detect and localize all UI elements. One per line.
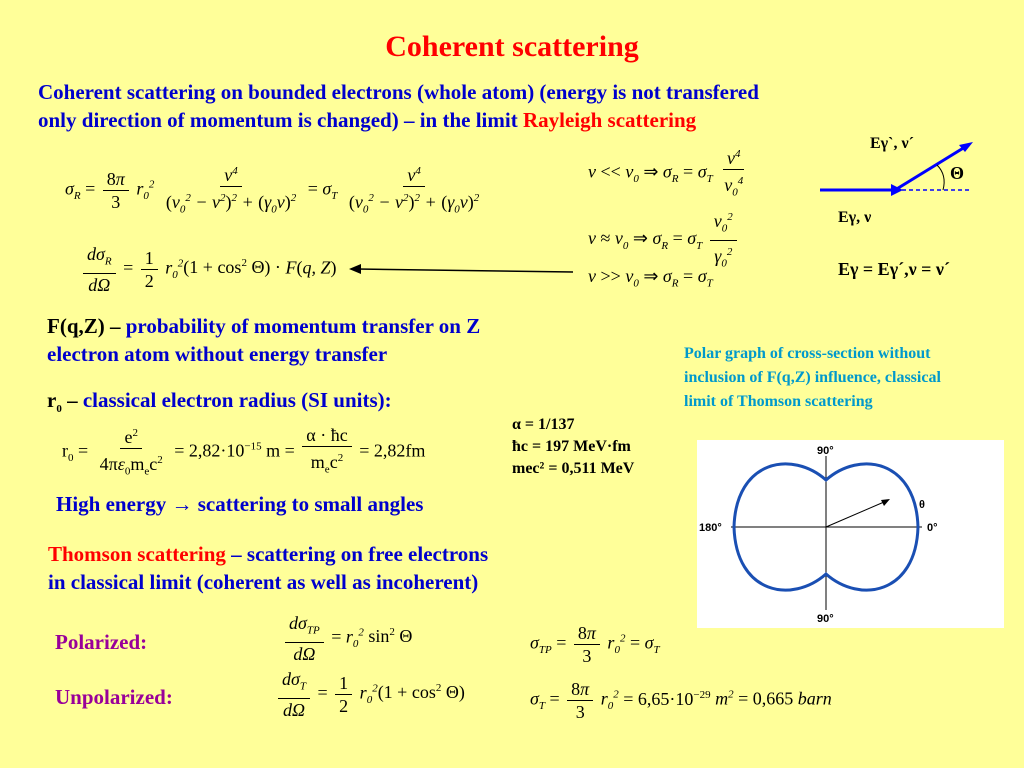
- unpolarized-label: Unpolarized:: [55, 685, 173, 709]
- thomson-line-2: in classical limit (coherent as well as incoherent): [48, 570, 479, 594]
- dsigma-r-formula: $\frac{d\sigma_R}{d\Omega}$ = $\frac{1}{2}$ $r_0^2(1 + \cos^2 \Theta) \cdot F(q$, Z): [80, 243, 336, 296]
- polar-label-right: 0°: [927, 522, 938, 534]
- alpha-constant: α = 1/137: [512, 416, 575, 433]
- fqz-line-1: F(q,Z) – probability of momentum transfer on Z: [47, 314, 481, 338]
- polar-label-top: 90°: [817, 445, 834, 457]
- intro-text: [38, 78, 759, 134]
- energy-conservation-label: Eγ = Eγ´,ν = ν´: [838, 259, 950, 279]
- polar-graph-note: Polar graph of cross-section without inclusion of F(q,Z) influence, classical limit of Thomson scattering: [684, 345, 941, 410]
- sigma-t-formula: $\sigma_T$ = $\frac{8\pi}{3}$ $r_0^2 = 6,65\cdot 10^{-29}$ $m^2 = 0,665$ barn: [530, 679, 832, 722]
- r0-definition: $r_0$ – classical electron radius (SI units):: [47, 388, 392, 416]
- intro-line-1: Coherent scattering on bounded electrons (whole atom) (energy is not transfered: [38, 80, 759, 104]
- r0-formula: $r_0$ = $\frac{e^2}{4\pi\varepsilon_0m_ec^2}$ = $2,82\cdot 10^{-15}$ m = $\frac{\alpha \cdot ħc}{m_ec^2}$ = 2,82fm: [62, 422, 425, 483]
- limit-high-formula: $\nu >> \nu_0$ ⇒ $\sigma_R = \sigma_T$: [588, 266, 713, 290]
- thomson-line-1: Thomson scattering – scattering on free electrons: [48, 542, 489, 566]
- polarized-label: Polarized:: [55, 630, 148, 654]
- scattered-photon-label: Eγ`, ν´: [870, 135, 914, 152]
- page-title: Coherent scattering: [385, 30, 639, 63]
- physical-constants: [512, 414, 634, 480]
- thomson-description: [48, 540, 488, 596]
- limit-low-formula: $\nu << \nu_0$ ⇒ $\sigma_R = \sigma_T$ $\frac{\nu^4}{\nu_0^4}$: [588, 143, 750, 204]
- electron-mass-energy: mec² = 0,511 MeV: [512, 460, 635, 477]
- unpolarized-formula: $\frac{d\sigma_T}{d\Omega}$ = $\frac{1}{2}$ $r_0^2(1 + \cos^2 \Theta)$: [275, 668, 465, 721]
- pointer-arrow: [345, 258, 575, 282]
- polar-graph: [697, 440, 1004, 628]
- incident-photon-label: Eγ, ν: [838, 209, 872, 226]
- fqz-line-2: electron atom without energy transfer: [47, 342, 388, 366]
- polar-label-bottom: 90°: [817, 613, 834, 625]
- polarized-formula: $\frac{d\sigma_{TP}}{d\Omega}$ = $r_0^2$ $\sin^2 \Theta$: [282, 612, 412, 665]
- polar-label-theta: θ: [919, 499, 925, 511]
- scattering-angle-label: Θ: [950, 163, 965, 183]
- high-energy-note: High energy → scattering to small angles: [56, 492, 424, 516]
- polar-label-left: 180°: [699, 522, 722, 534]
- limit-resonance-formula: $\nu \approx \nu_0$ ⇒ $\sigma_R = \sigma_T$ $\frac{\nu_0^2}{\gamma_0^2}$: [588, 206, 740, 274]
- sigma-tp-formula: $\sigma_{TP}$ = $\frac{8\pi}{3}$ $r_0^2 = \sigma_T$: [530, 623, 660, 666]
- rayleigh-term: Rayleigh scattering: [522, 108, 697, 132]
- polar-graph-plot: [697, 440, 1004, 628]
- fqz-description: [47, 312, 480, 368]
- hbarc-constant: ħc = 197 MeV·fm: [512, 438, 631, 455]
- sigma-r-formula: $\sigma_R$ = $\frac{8\pi}{3}$ $r_0^2$ $\frac{\nu^4}{(\nu_0^2 - \nu^2)^2 + (\gamma_0\nu)^2}$ = $\sigma_T$ $\frac{\nu^4}{(\nu_0^2 - \nu^2)^2 + (\gamma_0\nu)^2}$: [65, 160, 486, 221]
- intro-line-2: only direction of momentum is changed) – in the limit Rayleigh scattering: [38, 108, 697, 132]
